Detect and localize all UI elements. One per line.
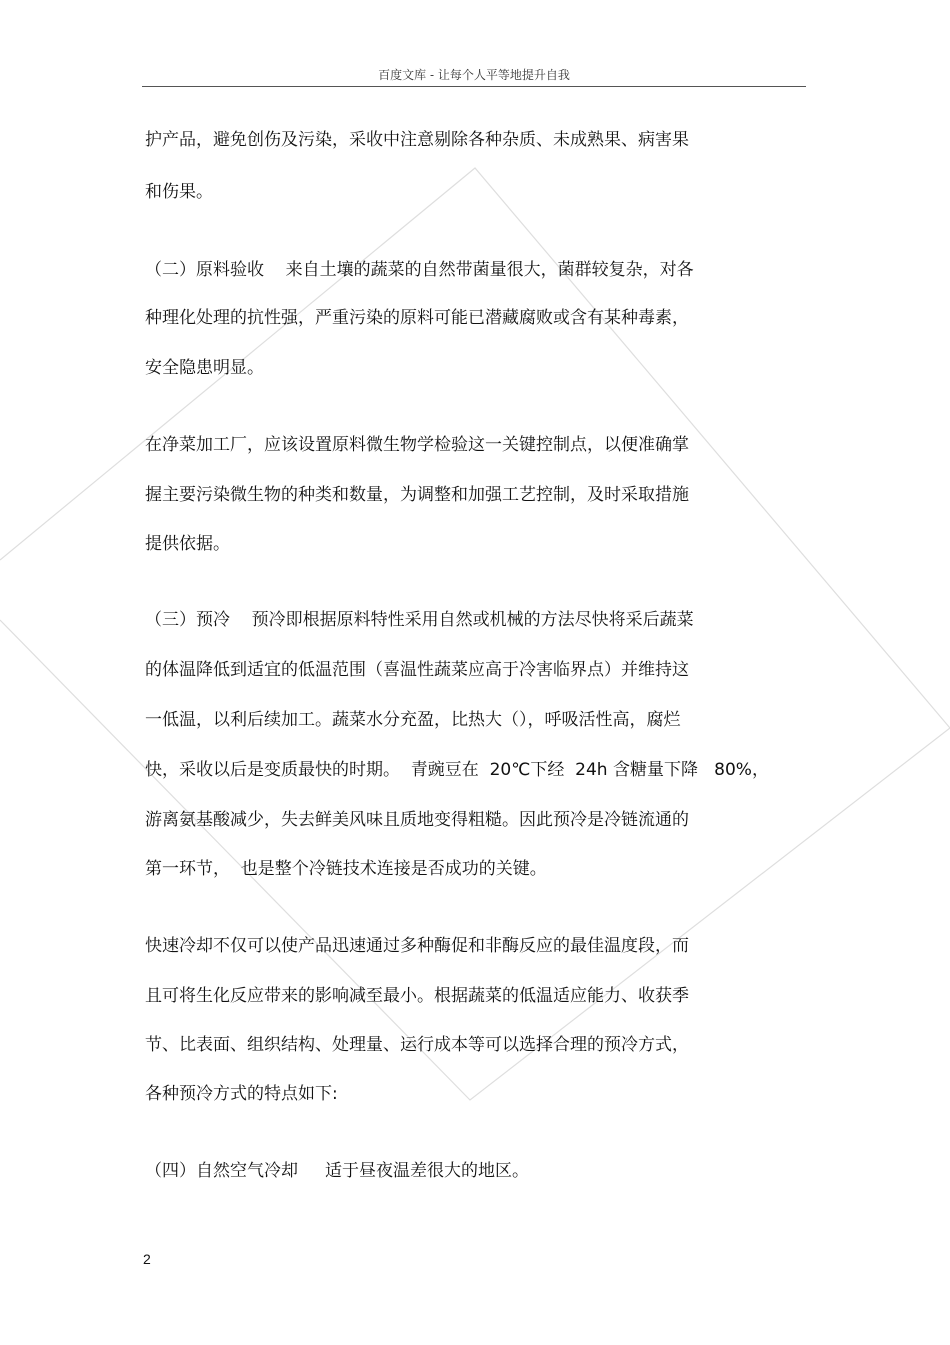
body-line: 提供依据。 [145, 534, 230, 554]
page-number: 2 [143, 1251, 151, 1267]
body-line: 各种预冷方式的特点如下: [145, 1084, 338, 1104]
body-line: 种理化处理的抗性强，严重污染的原料可能已潜藏腐败或含有某种毒素， [145, 308, 689, 328]
body-line: 且可将生化反应带来的影响减至最小。根据蔬菜的低温适应能力、收获季 [145, 986, 689, 1006]
body-line: 安全隐患明显。 [145, 358, 264, 378]
body-line: 游离氨基酸减少，失去鲜美风味且质地变得粗糙。因此预冷是冷链流通的 [145, 810, 689, 830]
body-line: 的体温降低到适宜的低温范围（喜温性蔬菜应高于冷害临界点）并维持这 [145, 660, 689, 680]
body-line: 护产品，避免创伤及污染，采收中注意剔除各种杂质、未成熟果、病害果 [145, 130, 689, 150]
body-line: （三）预冷 预冷即根据原料特性采用自然或机械的方法尽快将采后蔬菜 [145, 610, 694, 630]
page-header: 百度文库 - 让每个人平等地提升自我 [142, 66, 806, 87]
body-line: 节、比表面、组织结构、处理量、运行成本等可以选择合理的预冷方式， [145, 1035, 689, 1055]
body-line: 握主要污染微生物的种类和数量，为调整和加强工艺控制，及时采取措施 [145, 485, 689, 505]
body-line: 第一环节， 也是整个冷链技术连接是否成功的关键。 [145, 859, 547, 879]
body-line: （四）自然空气冷却 适于昼夜温差很大的地区。 [145, 1161, 530, 1181]
body-line: 一低温，以利后续加工。蔬菜水分充盈，比热大（），呼吸活性高，腐烂 [145, 710, 681, 730]
body-line: 在净菜加工厂，应该设置原料微生物学检验这一关键控制点，以便准确掌 [145, 435, 689, 455]
body-line: 快速冷却不仅可以使产品迅速通过多种酶促和非酶反应的最佳温度段，而 [145, 936, 689, 956]
body-line: 快，采收以后是变质最快的时期。 青豌豆在 20℃下经 24h 含糖量下降 80%， [145, 760, 769, 780]
body-line: 和伤果。 [145, 182, 213, 202]
body-line: （二）原料验收 来自土壤的蔬菜的自然带菌量很大，菌群较复杂，对各 [145, 260, 694, 280]
